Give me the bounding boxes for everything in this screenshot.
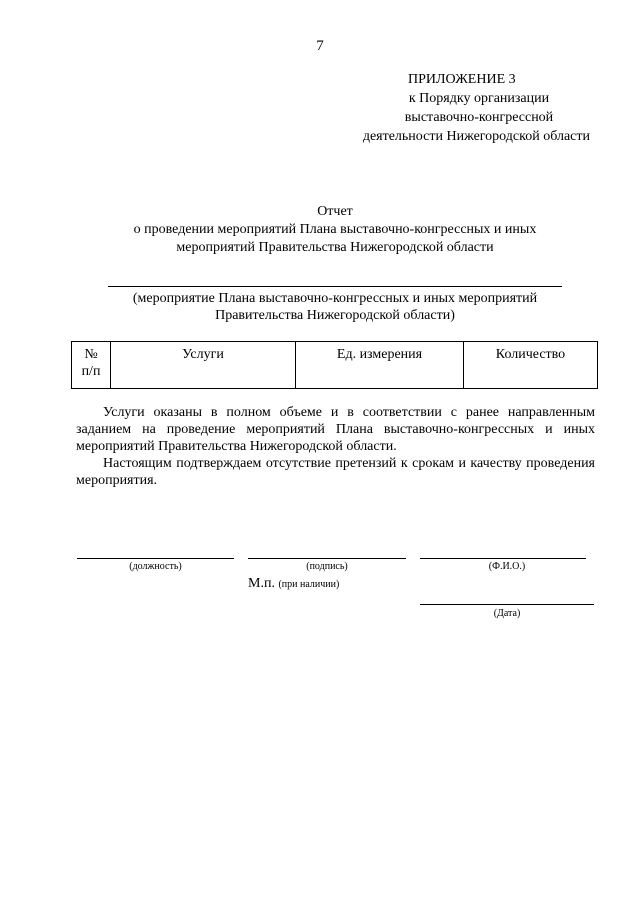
- stamp-placeholder: [248, 576, 339, 592]
- signature-line: [248, 558, 406, 559]
- body-text: [76, 404, 595, 489]
- event-name-line: [108, 286, 562, 287]
- event-caption-line-2: Правительства Нижегородской области): [215, 308, 455, 323]
- date-line: [420, 604, 594, 605]
- position-caption: (должность): [129, 561, 182, 572]
- event-caption: [60, 290, 610, 324]
- appendix-line-1: к Порядку организации: [408, 91, 550, 106]
- table-header-row: [72, 342, 598, 389]
- col-number-line-2: п/п: [81, 364, 101, 379]
- full-name-line: [420, 558, 586, 559]
- report-subtitle-2: мероприятий Правительства Нижегородской области: [176, 240, 494, 255]
- report-heading: [60, 203, 610, 257]
- full-name-caption: (Ф.И.О.): [488, 561, 526, 572]
- report-subtitle-1: о проведении мероприятий Плана выставочно-конгрессных и иных: [133, 222, 537, 237]
- report-title: Отчет: [317, 204, 353, 219]
- col-units: Ед. измерения: [296, 342, 464, 389]
- col-services: Услуги: [111, 342, 296, 389]
- appendix-line-3: деятельности Нижегородской области: [362, 129, 590, 144]
- col-number-line-1: №: [84, 347, 98, 362]
- appendix-title: ПРИЛОЖЕНИЕ 3: [408, 72, 516, 87]
- stamp-label: М.п.: [248, 576, 275, 591]
- body-paragraph-1: Услуги оказаны в полном объеме и в соответствии с ранее направленным заданием на проведение мероприятий Плана выставочно-конгрессных и иных мероприятий Правительства Нижегородской области.: [76, 405, 595, 454]
- position-line: [77, 558, 234, 559]
- event-caption-line-1: (мероприятие Плана выставочно-конгрессных и иных мероприятий: [132, 291, 538, 306]
- page-number: 7: [316, 38, 324, 54]
- appendix-line-2: выставочно-конгрессной: [404, 110, 554, 125]
- stamp-note: (при наличии): [278, 579, 340, 590]
- date-caption: (Дата): [493, 608, 521, 619]
- col-quantity: Количество: [464, 342, 598, 389]
- signature-caption: (подпись): [306, 561, 348, 572]
- col-number: [72, 342, 111, 389]
- appendix-header: [340, 70, 590, 146]
- services-table: [71, 341, 598, 389]
- body-paragraph-2: Настоящим подтверждаем отсутствие претензий к срокам и качеству проведения мероприятия.: [76, 456, 595, 488]
